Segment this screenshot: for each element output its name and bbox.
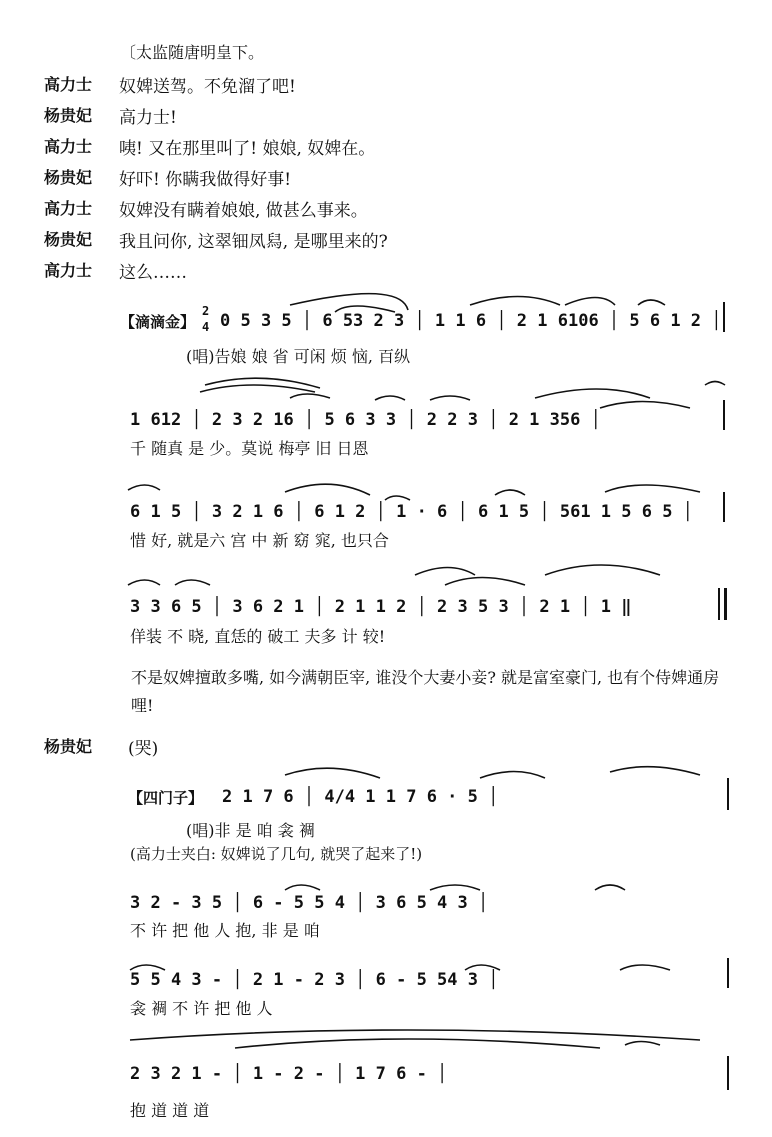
lyrics-row: 千 随真 是 少。莫说 梅亭 旧 日恩 — [130, 439, 369, 458]
tune-label: 【四门子】 — [128, 789, 204, 807]
lyrics-row: 衾 裯 不 许 把 他 人 — [130, 999, 273, 1018]
time-signature-top: 2 — [202, 304, 210, 318]
lyrics-row: 抱 道 道 道 — [130, 1101, 210, 1120]
speech-text: 奴婢送驾。不免溜了吧! — [119, 77, 296, 97]
lyrics-row: (唱)告娘 娘 省 可闲 烦 恼, 百纵 — [186, 347, 411, 366]
speech-text: 好吓! 你瞒我做得好事! — [119, 170, 292, 190]
speaker-name: 杨贵妃 — [44, 230, 93, 249]
notation-row: 2 3 2 1 - │ 1 - 2 - │ 1 7 6 - │ — [130, 1064, 448, 1084]
dialogue-line — [0, 734, 772, 758]
speaker-name: 高力士 — [44, 261, 93, 280]
speaker-name: 杨贵妃 — [44, 106, 93, 125]
bar-line — [723, 302, 725, 332]
bar-line — [723, 492, 725, 522]
speaker-name: 高力士 — [44, 75, 93, 94]
speech-text: 奴婢没有瞒着娘娘, 做甚么事来。 — [119, 201, 368, 221]
bar-line — [727, 778, 729, 810]
tune-label: 【滴滴金】 — [120, 313, 196, 331]
final-bar-line — [724, 588, 727, 620]
time-signature-bottom: 4 — [202, 320, 210, 334]
final-bar-line — [718, 588, 720, 620]
lyrics-row: (唱)非 是 咱 衾 裯 — [186, 821, 315, 840]
speech-text: 我且问你, 这翠钿凤舄, 是哪里来的? — [119, 232, 388, 252]
speech-text: 高力士! — [119, 108, 177, 128]
speaker-name: 杨贵妃 — [44, 168, 93, 187]
prose-speech: 不是奴婢擅敢多嘴, 如今满朝臣宰, 谁没个大妻小妾? 就是富室豪门, 也有个侍婢通房哩! — [131, 668, 720, 715]
lyrics-row: 惜 好, 就是六 宫 中 新 窈 窕, 也只合 — [130, 531, 389, 550]
aside-text: (高力士夹白: 奴婢说了几句, 就哭了起来了!) — [130, 845, 423, 863]
notation-row: 2 1 7 6 │ 4/4 1 1 7 6 · 5 │ — [222, 787, 499, 807]
lyrics-row: 佯装 不 晓, 直恁的 破工 夫多 计 较! — [130, 627, 386, 646]
speaker-name: 高力士 — [44, 137, 93, 156]
notation-row: 6 1 5 │ 3 2 1 6 │ 6 1 2 │ 1 · 6 │ 6 1 5 │ 561 1 5 6 5 │ — [130, 502, 693, 522]
notation-row: 5 5 4 3 - │ 2 1 - 2 3 │ 6 - 5 54 3 │ — [130, 970, 499, 990]
speech-text: 这么…… — [119, 263, 187, 283]
bar-line — [727, 1056, 729, 1090]
speech-text: (哭) — [128, 739, 159, 759]
notation-row: 0 5 3 5 │ 6 53 2 3 │ 1 1 6 │ 2 1 6106 │ 5 6 1 2 │ — [220, 311, 722, 331]
speaker-name: 高力士 — [44, 199, 93, 218]
notation-row: 1 612 │ 2 3 2 16 │ 5 6 3 3 │ 2 2 3 │ 2 1 356 │ — [130, 410, 601, 430]
notation-row: 3 3 6 5 │ 3 6 2 1 │ 2 1 1 2 │ 2 3 5 3 │ 2 1 │ 1 ‖ — [130, 597, 632, 617]
bar-line — [723, 400, 725, 430]
speaker-name: 杨贵妃 — [44, 737, 93, 756]
bar-line — [727, 958, 729, 988]
speech-text: 咦! 又在那里叫了! 娘娘, 奴婢在。 — [119, 139, 376, 159]
notation-row: 3 2 - 3 5 │ 6 - 5 5 4 │ 3 6 5 4 3 │ — [130, 893, 489, 913]
stage-direction: 〔太监随唐明皇下。 — [120, 43, 265, 62]
lyrics-row: 不 许 把 他 人 抱, 非 是 咱 — [130, 921, 320, 940]
